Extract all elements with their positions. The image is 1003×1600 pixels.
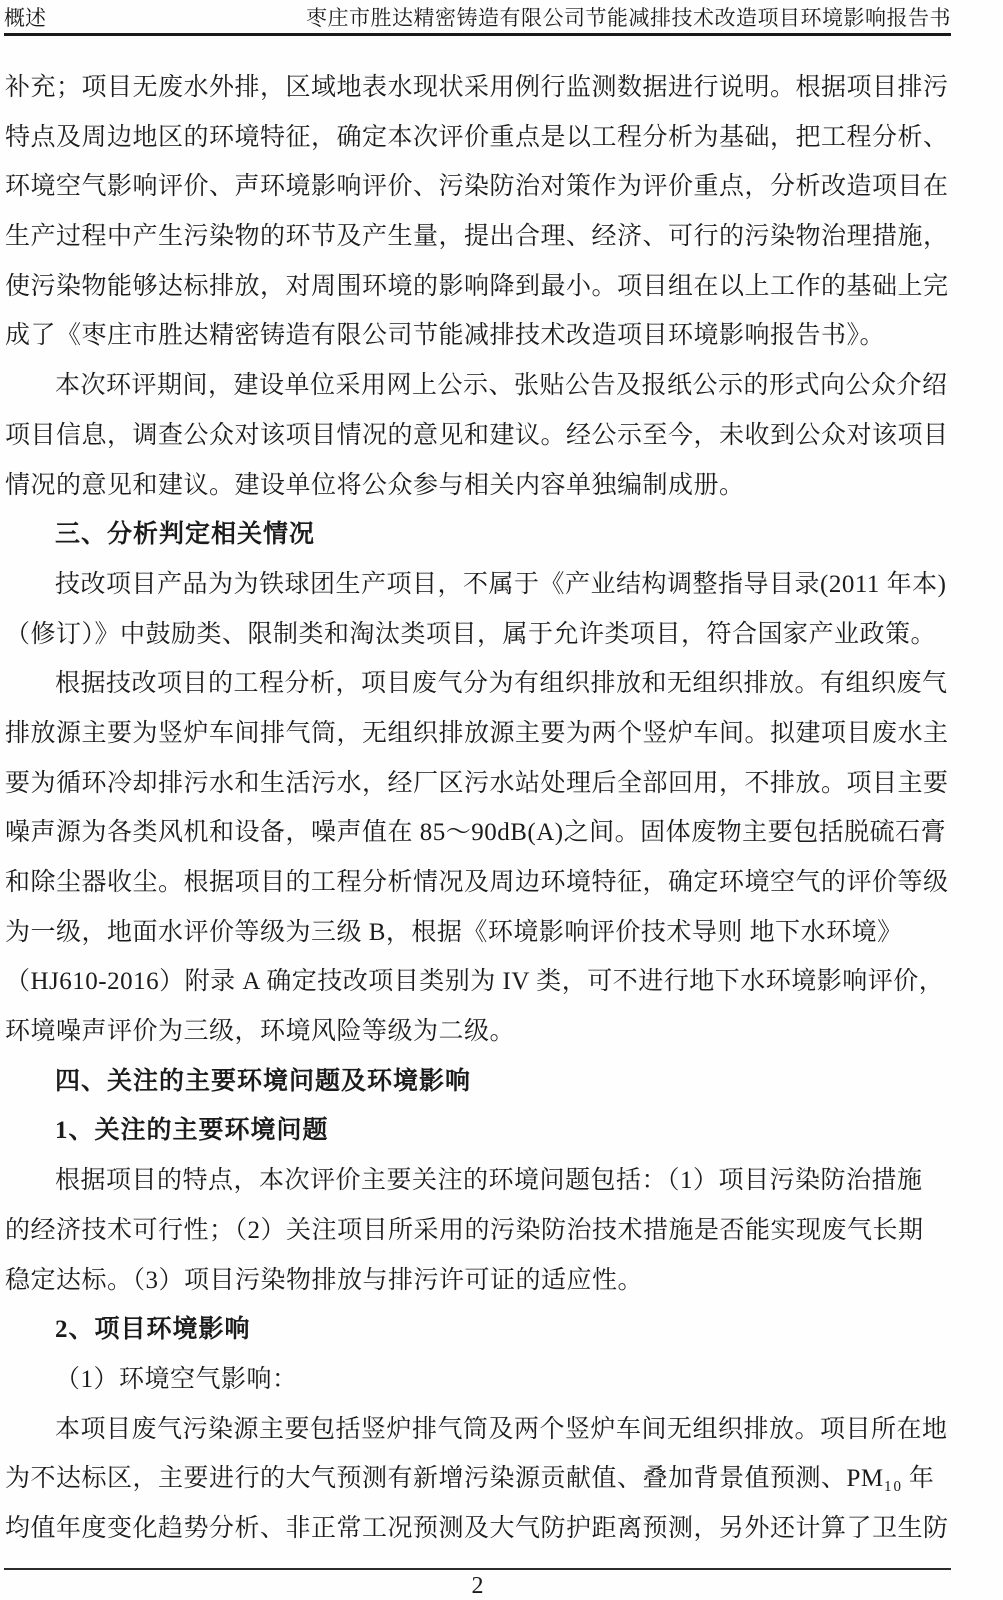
paragraph-line: 噪声源为各类风机和设备，噪声值在 85～90dB(A)之间。固体废物主要包括脱硫石膏 [5,819,947,847]
section-heading: 1、关注的主要环境问题 [55,1117,329,1145]
section-heading: 2、项目环境影响 [55,1316,251,1344]
paragraph-line: 排放源主要为竖炉车间排气筒，无组织排放源主要为两个竖炉车间。拟建项目废水主 [5,719,949,747]
paragraph-line: （HJ610-2016）附录 A 确定技改项目类别为 IV 类，可不进行地下水环境影响评价， [5,968,945,996]
paragraph-line: 和除尘器收尘。根据项目的工程分析情况及周边环境特征，确定环境空气的评价等级 [5,869,949,896]
paragraph-line: 环境空气影响评价、声环境影响评价、污染防治对策作为评价重点，分析改造项目在 [5,173,949,201]
paragraph-line: 补充；项目无废水外排，区域地表水现状采用例行监测数据进行说明。根据项目排污 [5,74,949,101]
paragraph-line: 成了《枣庄市胜达精密铸造有限公司节能减排技术改造项目环境影响报告书》。 [5,322,886,350]
document-body [5,63,950,1554]
paragraph-line: 环境噪声评价为三级，环境风险等级为二级。 [5,1018,516,1046]
paragraph-line: 技改项目产品为为铁球团生产项目，不属于《产业结构调整指导目录(2011 年本) [55,570,947,598]
paragraph-line: 为不达标区，主要进行的大气预测有新增污染源贡献值、叠加背景值预测、PM₁₀ 年 [5,1465,935,1493]
page-number: 2 [471,1573,484,1599]
page-header [4,6,951,36]
page-footer [4,1568,951,1600]
paragraph-line: 特点及周边地区的环境特征，确定本次评价重点是以工程分析为基础，把工程分析、 [5,123,949,151]
running-head-section: 概述 [4,6,46,30]
running-head-title: 枣庄市胜达精密铸造有限公司节能减排技术改造项目环境影响报告书 [306,6,951,30]
paragraph-line: 要为循环冷却排污水和生活污水，经厂区污水站处理后全部回用，不排放。项目主要 [5,769,949,797]
paragraph-line: 项目信息，调查公众对该项目情况的意见和建议。经公示至今，未收到公众对该项目 [5,421,949,449]
paragraph-line: 根据项目的特点，本次评价主要关注的环境问题包括：（1）项目污染防治措施 [55,1167,923,1195]
paragraph-line: （修订）》中鼓励类、限制类和淘汰类项目，属于允许类项目，符合国家产业政策。 [5,620,937,648]
paragraph-line: 均值年度变化趋势分析、非正常工况预测及大气防护距离预测，另外还计算了卫生防 [5,1514,949,1542]
paragraph-line: 本项目废气污染源主要包括竖炉排气筒及两个竖炉车间无组织排放。项目所在地 [55,1415,948,1443]
paragraph-line: 根据技改项目的工程分析，项目废气分为有组织排放和无组织排放。有组织废气 [55,670,948,698]
paragraph-line: （1）环境空气影响： [55,1365,298,1393]
paragraph-line: 使污染物能够达标排放，对周围环境的影响降到最小。项目组在以上工作的基础上完 [5,272,949,300]
paragraph-line: 情况的意见和建议。建设单位将公众参与相关内容单独编制成册。 [5,471,745,499]
paragraph-line: 本次环评期间，建设单位采用网上公示、张贴公告及报纸公示的形式向公众介绍 [55,372,948,400]
paragraph-line: 生产过程中产生污染物的环节及产生量，提出合理、经济、可行的污染物治理措施， [5,223,949,251]
section-heading: 三、分析判定相关情况 [55,521,316,549]
section-heading: 四、关注的主要环境问题及环境影响 [55,1067,472,1095]
paragraph-line: 为一级，地面水评价等级为三级 B，根据《环境影响评价技术导则 地下水环境》 [5,918,903,946]
paragraph-line: 的经济技术可行性；（2）关注项目所采用的污染防治技术措施是否能实现废气长期 [5,1216,924,1244]
paragraph-line: 稳定达标。（3）项目污染物排放与排污许可证的适应性。 [5,1266,644,1294]
